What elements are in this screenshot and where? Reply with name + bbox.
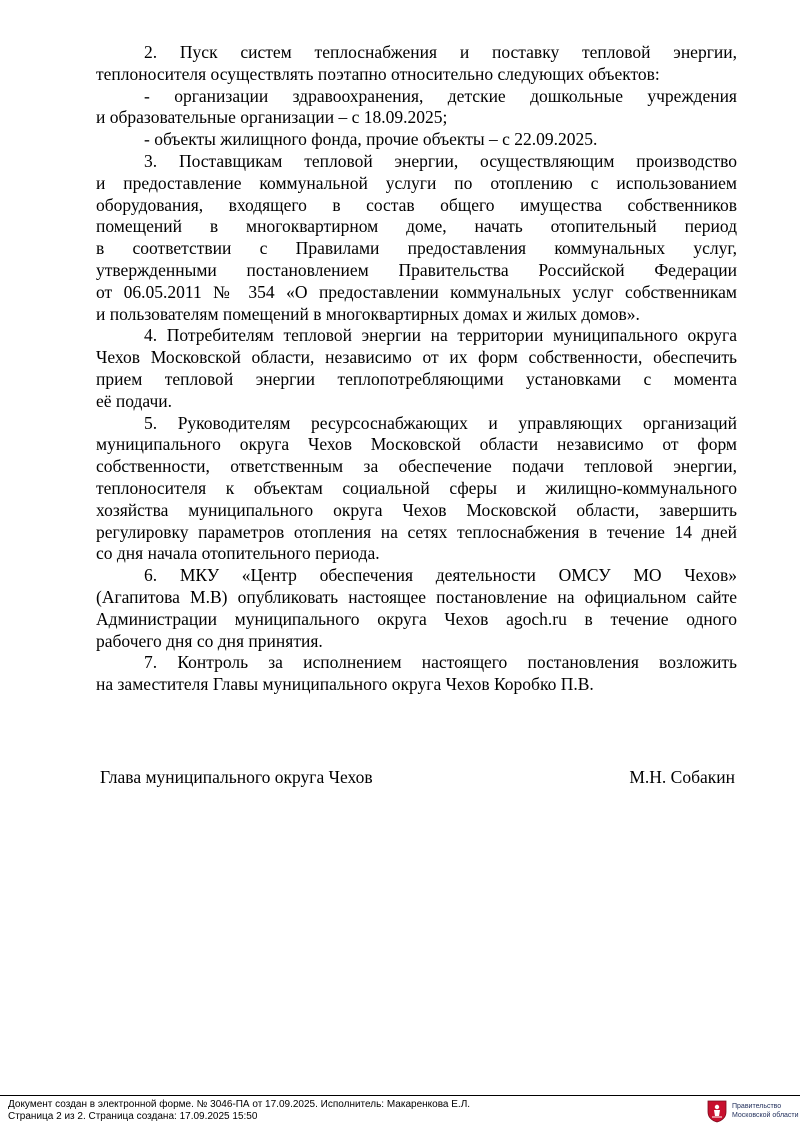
paragraph-line: 2. Пуск систем теплоснабжения и поставку тепловой энергии, — [144, 42, 737, 62]
paragraph-line: - объекты жилищного фонда, прочие объекты – с 22.09.2025. — [144, 129, 598, 150]
paragraph-line: Администрации муниципального округа Чехов agoch.ru в течение одного — [96, 608, 737, 629]
paragraph-line: теплоносителя осуществлять поэтапно относительно следующих объектов: — [96, 63, 660, 84]
paragraph-p2a — [96, 86, 737, 130]
footer-page-info: Страница 2 из 2. Страница создана: 17.09.2025 15:50 — [8, 1111, 258, 1122]
paragraph-line: 6. МКУ «Центр обеспечения деятельности ОМСУ МО Чехов» — [144, 565, 737, 586]
paragraph-line: помещений в многоквартирном доме, начать отопительный период — [96, 216, 737, 237]
document-footer — [8, 1099, 698, 1123]
logo-text — [732, 1102, 800, 1120]
paragraph-line: и образовательные организации – с 18.09.2025; — [96, 107, 448, 128]
government-logo — [706, 1099, 798, 1125]
paragraph-p3 — [96, 151, 737, 325]
paragraph-line: рабочего дня со дня принятия. — [96, 630, 323, 651]
paragraph-p5 — [96, 413, 737, 566]
paragraph-line: муниципального округа Чехов Московской области независимо от форм — [96, 434, 737, 455]
paragraph-line: 3. Поставщикам тепловой энергии, осуществляющим производство — [144, 150, 737, 171]
paragraph-line: утвержденными постановлением Правительства Российской Федерации — [96, 259, 737, 280]
paragraph-line: в соответствии с Правилами предоставления коммунальных услуг, — [96, 238, 737, 259]
paragraph-line: оборудования, входящего в состав общего имущества собственников — [96, 194, 737, 215]
coat-of-arms-icon — [706, 1099, 728, 1123]
paragraph-line: от 06.05.2011 № 354 «О предоставлении коммунальных услуг собственникам — [96, 281, 737, 302]
logo-text-line1: Правительство — [732, 1103, 782, 1110]
paragraph-line: на заместителя Главы муниципального округа Чехов Коробко П.В. — [96, 674, 594, 695]
paragraph-p2 — [96, 42, 737, 86]
paragraph-line: со дня начала отопительного периода. — [96, 543, 380, 564]
paragraph-line: прием тепловой энергии теплопотребляющими установками с момента — [96, 368, 737, 389]
paragraph-p2b — [96, 129, 737, 151]
paragraph-line: хозяйства муниципального округа Чехов Московской области, завершить — [96, 499, 737, 520]
paragraph-line: и предоставление коммунальной услуги по отоплению с использованием — [96, 172, 737, 193]
paragraph-p7 — [96, 652, 737, 696]
signatory-name: М.Н. Собакин — [629, 767, 735, 787]
paragraph-line: (Агапитова М.В) опубликовать настоящее постановление на официальном сайте — [96, 586, 737, 607]
document-body — [96, 42, 737, 696]
paragraph-line: Чехов Московской области, независимо от их форм собственности, обеспечить — [96, 347, 737, 368]
paragraph-p4 — [96, 325, 737, 412]
paragraph-line: 7. Контроль за исполнением настоящего постановления возложить — [144, 652, 737, 673]
paragraph-line: собственности, ответственным за обеспечение подачи тепловой энергии, — [96, 456, 737, 477]
paragraph-line: теплоносителя к объектам социальной сферы и жилищно-коммунального — [96, 477, 737, 498]
paragraph-p6 — [96, 565, 737, 652]
paragraph-line: её подачи. — [96, 390, 173, 411]
footer-divider — [0, 1095, 800, 1096]
logo-text-line2: Московской области — [732, 1112, 799, 1119]
paragraph-line: 4. Потребителям тепловой энергии на территории муниципального округа — [144, 325, 737, 346]
signatory-position: Глава муниципального округа Чехов — [100, 767, 373, 787]
paragraph-line: и пользователям помещений в многоквартирных домах и жилых домов». — [96, 303, 640, 324]
paragraph-line: 5. Руководителям ресурсоснабжающих и управляющих организаций — [144, 412, 737, 433]
paragraph-line: регулировку параметров отопления на сетях теплоснабжения в течение 14 дней — [96, 521, 737, 542]
paragraph-line: - организации здравоохранения, детские дошкольные учреждения — [144, 85, 737, 106]
footer-document-info: Документ создан в электронной форме. № 3046-ПА от 17.09.2025. Исполнитель: Макаренкова Е.Л. — [8, 1099, 471, 1110]
